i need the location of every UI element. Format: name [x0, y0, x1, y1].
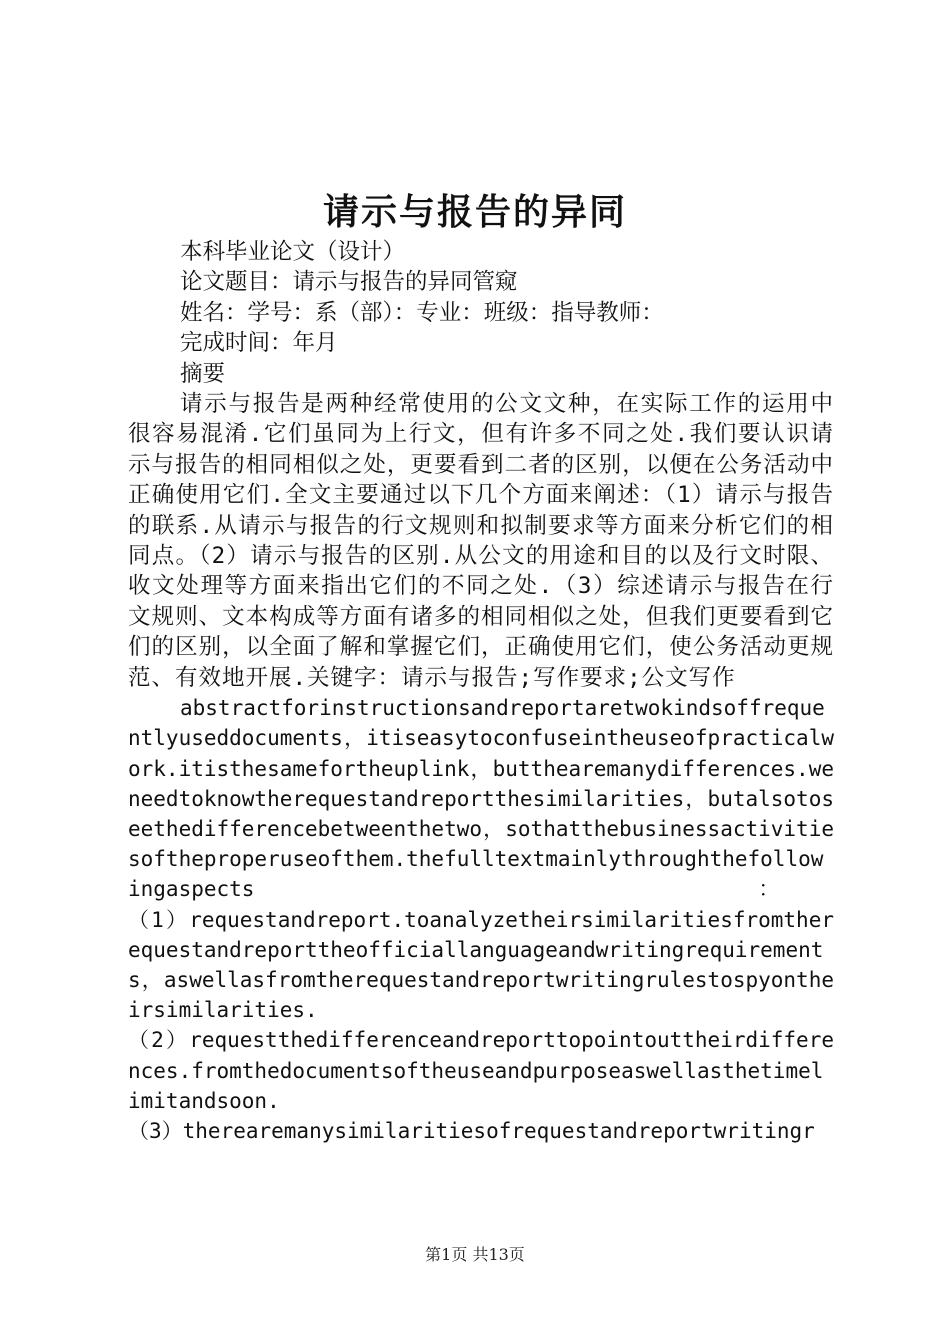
page-number-footer: 第1页 共13页: [425, 1245, 525, 1264]
meta-thesis-topic: 论文题目：请示与报告的异同管窥: [180, 269, 518, 296]
meta-completion-time: 完成时间：年月: [180, 330, 338, 357]
document-body: [128, 237, 834, 1146]
abstract-english-item-3: （3）therearemanysimilaritiesofrequestandreportwritingr: [128, 1118, 815, 1143]
document-title: 请示与报告的异同: [322, 191, 627, 233]
meta-student-info: 姓名：学号：系（部）：专业：班级：指导教师：: [180, 299, 664, 326]
abstract-english-item-2: （2）requestthedifferenceandreporttopointouttheirdifferences.fromthedocumentsoftheuseandpurposeaswellasthetimelimitandsoon.: [128, 1028, 834, 1113]
abstract-english-item-1: （1）requestandreport.toanalyzetheirsimilaritiesfromtherequestandreporttheofficiallanguageandwritingrequirements，aswellasfromtherequestandreportwritingrulestospyontheirsimilarities.: [128, 907, 834, 1023]
abstract-heading: 摘要: [180, 360, 226, 387]
abstract-chinese: 请示与报告是两种经常使用的公文文种，在实际工作的运用中很容易混淆.它们虽同为上行文，但有许多不同之处.我们要认识请示与报告的相同相似之处，更要看到二者的区别，以便在公务活动中正确使用它们.全文主要通过以下几个方面来阐述：（1）请示与报告的联系.从请示与报告的行文规则和拟制要求等方面来分析它们的相同点。（2）请示与报告的区别.从公文的用途和目的以及行文时限、收文处理等方面来指出它们的不同之处.（3）综述请示与报告在行文规则、文本构成等方面有诸多的相同相似之处，但我们更要看到它们的区别，以全面了解和掌握它们，正确使用它们，使公务活动更规范、有效地开展.关键字：请示与报告;写作要求;公文写作: [128, 391, 834, 691]
abstract-english: abstractforinstructionsandreportaretwokindsoffrequentlyuseddocuments，itiseasytoconfuseintheuseofpracticalwork.itisthesamefortheuplink，butthearemanydifferences.weneedtoknowtherequestandreportthesimilarities，butalsotoseethedifferencebetweenthetwo，sothatthebusinessactivitiesoftheproperuseofthem.thefulltextmainlythroughthefollowingaspects ：: [128, 696, 834, 902]
meta-thesis-type: 本科毕业论文（设计）: [180, 239, 406, 265]
